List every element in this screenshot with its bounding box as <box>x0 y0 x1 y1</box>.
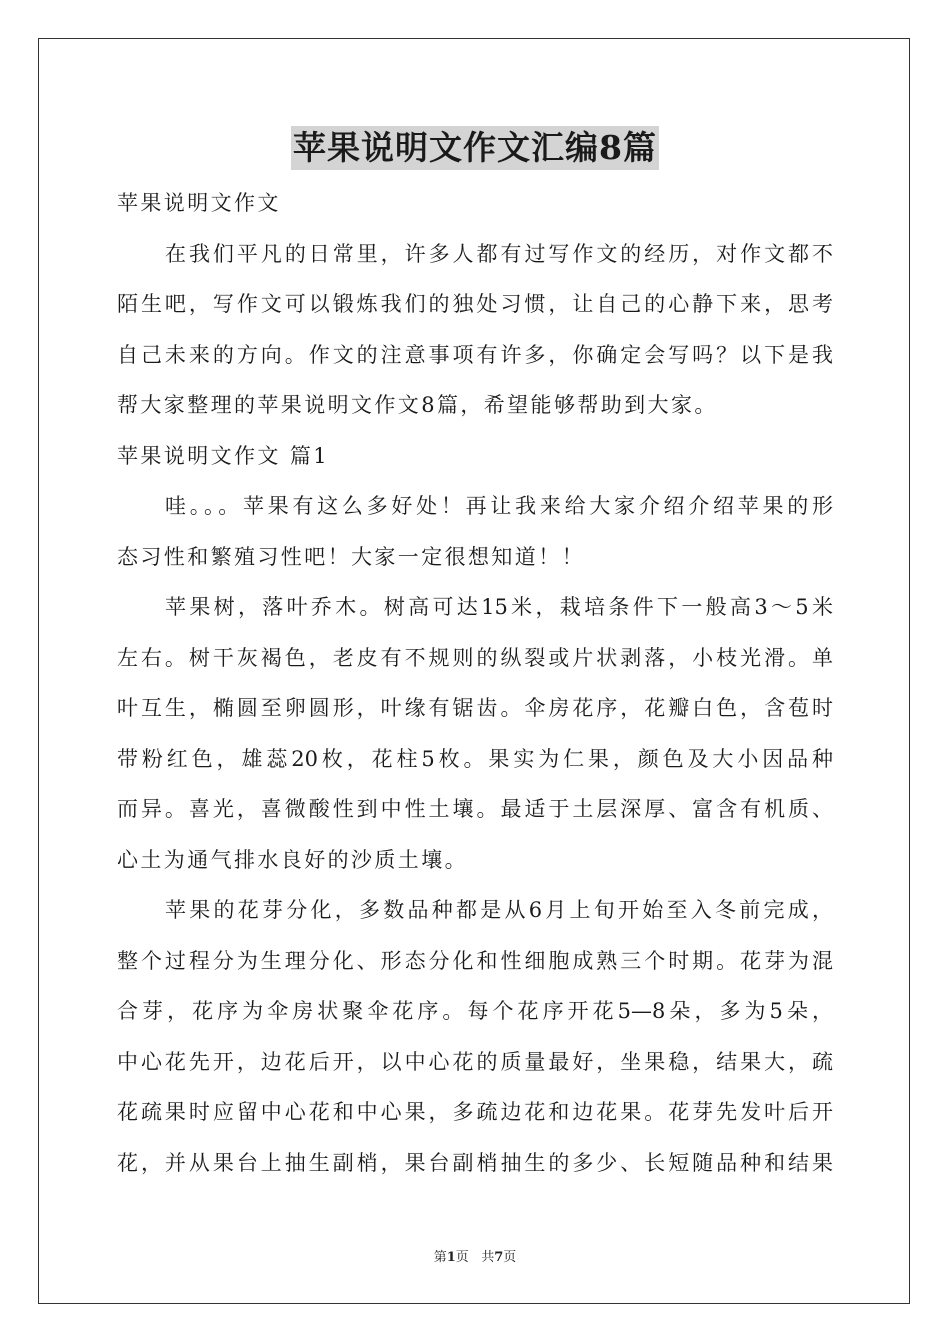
text-line: 合芽，花序为伞房状聚伞花序。每个花序开花5—8朵，多为5朵， <box>117 999 833 1023</box>
document-body <box>117 178 833 1188</box>
text-line: 帮大家整理的苹果说明文作文8篇，希望能够帮助到大家。 <box>117 393 718 417</box>
current-page-number: 1 <box>446 1250 456 1265</box>
text-line: 带粉红色，雄蕊20枚，花柱5枚。果实为仁果，颜色及大小因品种 <box>117 746 833 771</box>
text-line: 中心花先开，边花后开，以中心花的质量最好，坐果稳，结果大，疏 <box>117 1049 833 1074</box>
text-line: 在我们平凡的日常里，许多人都有过写作文的经历，对作文都不 <box>165 241 833 266</box>
text-line: 苹果说明文作文 篇1 <box>117 443 330 468</box>
text-line: 左右。树干灰褐色，老皮有不规则的纵裂或片状剥落，小枝光滑。单 <box>117 645 833 670</box>
text-line: 心土为通气排水良好的沙质土壤。 <box>117 847 468 872</box>
title-container <box>0 126 950 170</box>
text-line: 整个过程分为生理分化、形态分化和性细胞成熟三个时期。花芽为混 <box>117 948 833 973</box>
text-line: 自己未来的方向。作文的注意事项有许多，你确定会写吗？以下是我 <box>117 342 833 367</box>
total-prefix: 共 <box>481 1250 495 1265</box>
text-line: 苹果的花芽分化，多数品种都是从6月上旬开始至入冬前完成， <box>165 898 833 922</box>
total-page-count: 7 <box>494 1250 504 1265</box>
text-line: 苹果说明文作文 <box>117 191 281 215</box>
text-line: 哇。。。苹果有这么多好处！再让我来给大家介绍介绍苹果的形 <box>165 494 833 518</box>
text-line: 而异。喜光，喜微酸性到中性土壤。最适于土层深厚、富含有机质、 <box>117 797 833 821</box>
total-suffix: 页 <box>503 1250 517 1265</box>
text-line: 花疏果时应留中心花和中心果，多疏边花和边花果。花芽先发叶后开 <box>117 1100 833 1124</box>
text-line: 花，并从果台上抽生副梢，果台副梢抽生的多少、长短随品种和结果 <box>117 1150 833 1175</box>
text-line: 态习性和繁殖习性吧！大家一定很想知道！！ <box>117 544 585 569</box>
text-line: 叶互生，椭圆至卵圆形，叶缘有锯齿。伞房花序，花瓣白色，含苞时 <box>117 696 833 720</box>
text-line: 苹果树，落叶乔木。树高可达15米，栽培条件下一般高3～5米 <box>165 595 833 619</box>
page-suffix: 页 <box>455 1250 469 1265</box>
page-prefix: 第 <box>433 1250 447 1265</box>
page-footer <box>0 1246 950 1265</box>
text-line: 陌生吧，写作文可以锻炼我们的独处习惯，让自己的心静下来，思考 <box>117 292 833 316</box>
document-title: 苹果说明文作文汇编8篇 <box>291 126 659 170</box>
